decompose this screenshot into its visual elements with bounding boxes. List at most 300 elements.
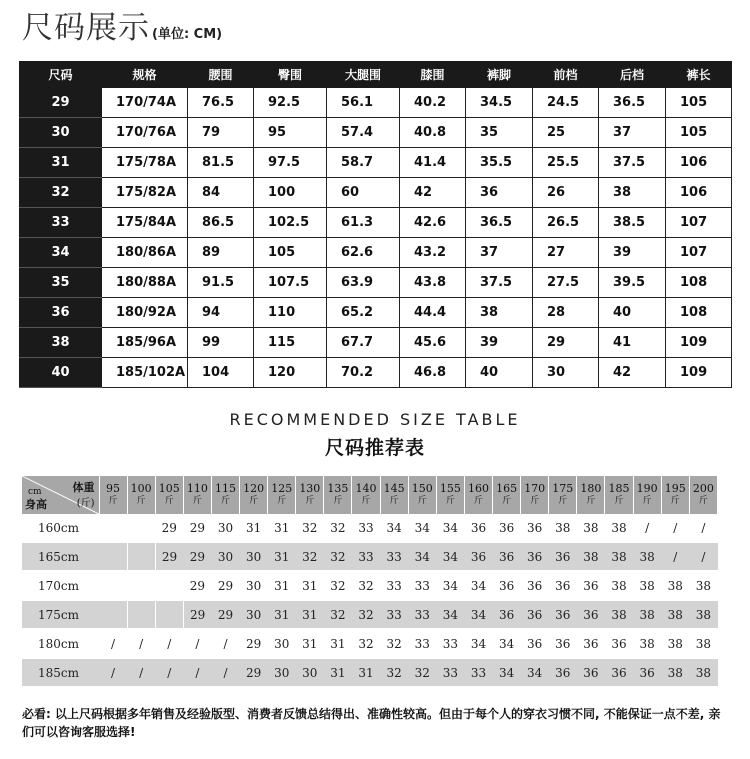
- table-cell: 40.2: [400, 88, 466, 118]
- table-cell: 32: [330, 578, 346, 593]
- table-corner-cell: [22, 476, 99, 514]
- table-row: [22, 629, 718, 658]
- size-spec-header-cell: 臀围: [254, 62, 327, 88]
- weight-header-cell: [689, 476, 717, 514]
- table-row: [22, 600, 718, 629]
- weight-value: 120: [243, 482, 265, 495]
- table-cell: [127, 571, 155, 600]
- table-cell: [99, 514, 127, 542]
- weight-value: 180: [580, 482, 602, 495]
- table-cell: [127, 514, 155, 542]
- table-cell: 99: [188, 328, 254, 358]
- table-cell: 32: [352, 600, 380, 629]
- weight-value: 115: [214, 482, 236, 495]
- table-cell: 37.5: [466, 268, 533, 298]
- weight-unit: 斤: [473, 496, 483, 506]
- table-cell: /: [211, 658, 239, 687]
- table-cell: 31: [324, 658, 352, 687]
- table-cell: 30: [268, 658, 296, 687]
- height-label-cell: 175cm: [22, 600, 99, 629]
- table-cell: 105: [666, 88, 732, 118]
- size-label-cell: 32: [20, 178, 102, 208]
- table-cell: 36.5: [466, 208, 533, 238]
- weight-unit: 斤: [530, 496, 540, 506]
- weight-unit: 斤: [249, 496, 259, 506]
- table-cell: 185/96A: [102, 328, 188, 358]
- table-cell: 40: [599, 298, 666, 328]
- table-cell: 33: [414, 578, 430, 593]
- table-cell: 31: [274, 578, 290, 593]
- weight-header-cell: [605, 476, 633, 514]
- table-cell: 109: [666, 328, 732, 358]
- table-cell: 33: [380, 600, 408, 629]
- table-cell: 32: [324, 600, 352, 629]
- table-cell: 102.5: [254, 208, 327, 238]
- table-cell: 89: [188, 238, 254, 268]
- table-cell: 34: [493, 658, 521, 687]
- table-cell: 175/82A: [102, 178, 188, 208]
- weight-header-cell: [127, 476, 155, 514]
- table-cell: 79: [188, 118, 254, 148]
- table-cell: 32: [330, 520, 346, 535]
- table-cell: 91.5: [188, 268, 254, 298]
- table-cell: 34: [436, 542, 464, 571]
- table-cell: 27.5: [533, 268, 599, 298]
- corner-weight: 体重: [72, 481, 95, 494]
- table-cell: [127, 600, 155, 629]
- table-cell: /: [183, 658, 211, 687]
- weight-unit: 斤: [220, 496, 230, 506]
- size-spec-header-cell: 腰围: [188, 62, 254, 88]
- height-label-cell: 170cm: [38, 578, 80, 593]
- table-cell: 110: [254, 298, 327, 328]
- corner-height: 身高: [25, 498, 47, 511]
- table-cell: 33: [442, 636, 458, 651]
- table-cell: /: [111, 636, 116, 651]
- weight-unit: 斤: [361, 496, 371, 506]
- table-cell: 36: [577, 658, 605, 687]
- table-cell: 36: [549, 542, 577, 571]
- table-cell: 38: [577, 542, 605, 571]
- weight-value: 140: [355, 482, 377, 495]
- table-cell: 32: [302, 520, 318, 535]
- table-row: [20, 208, 732, 238]
- table-row: [20, 268, 732, 298]
- table-cell: 30: [274, 636, 290, 651]
- weight-header-cell: [408, 476, 436, 514]
- weight-header-cell: [352, 476, 380, 514]
- weight-header-cell: [211, 476, 239, 514]
- table-cell: 36: [527, 520, 543, 535]
- table-cell: 37: [599, 118, 666, 148]
- weight-value: 200: [692, 482, 714, 495]
- table-cell: 108: [666, 298, 732, 328]
- weight-value: 190: [636, 482, 658, 495]
- size-label-cell: 35: [20, 268, 102, 298]
- size-spec-header-cell: 后档: [599, 62, 666, 88]
- weight-header-cell: [155, 476, 183, 514]
- table-cell: 38: [633, 600, 661, 629]
- table-cell: 38: [661, 658, 689, 687]
- table-cell: /: [673, 520, 678, 535]
- table-cell: 34: [386, 520, 402, 535]
- table-cell: 104: [188, 358, 254, 388]
- title-unit: (单位: CM): [152, 27, 223, 42]
- height-label-cell: 185cm: [22, 658, 99, 687]
- table-cell: 34.5: [466, 88, 533, 118]
- table-cell: 94: [188, 298, 254, 328]
- table-cell: 33: [436, 658, 464, 687]
- table-cell: 37: [466, 238, 533, 268]
- table-cell: 30: [240, 600, 268, 629]
- table-cell: 41: [599, 328, 666, 358]
- table-cell: 97.5: [254, 148, 327, 178]
- size-spec-header-cell: 裤长: [666, 62, 732, 88]
- size-label-cell: 30: [20, 118, 102, 148]
- table-cell: 38: [639, 578, 655, 593]
- table-cell: 26: [533, 178, 599, 208]
- table-cell: 95: [254, 118, 327, 148]
- size-spec-header-cell: 尺码: [20, 62, 102, 88]
- table-cell: 40.8: [400, 118, 466, 148]
- table-cell: 38: [605, 542, 633, 571]
- table-cell: 36: [521, 600, 549, 629]
- weight-unit: 斤: [445, 496, 455, 506]
- table-cell: 38: [611, 520, 627, 535]
- corner-jin: (斤): [76, 498, 95, 509]
- table-cell: 30: [533, 358, 599, 388]
- table-cell: 36: [605, 658, 633, 687]
- weight-unit: 斤: [417, 496, 427, 506]
- table-cell: 46.8: [400, 358, 466, 388]
- table-cell: 39.5: [599, 268, 666, 298]
- table-cell: 34: [470, 636, 487, 651]
- table-cell: 31: [352, 658, 380, 687]
- table-row: [20, 88, 732, 118]
- weight-value: 160: [467, 482, 489, 495]
- table-cell: 38.5: [599, 208, 666, 238]
- table-cell: 38: [695, 636, 712, 651]
- table-cell: 38: [667, 578, 683, 593]
- table-cell: 33: [414, 636, 430, 651]
- table-cell: 29: [240, 658, 268, 687]
- weight-unit: 斤: [333, 496, 343, 506]
- table-cell: 107: [666, 238, 732, 268]
- table-cell: 30: [245, 578, 262, 593]
- table-cell: 31: [268, 542, 296, 571]
- table-cell: 36: [521, 542, 549, 571]
- table-cell: 34: [498, 636, 515, 651]
- table-cell: 41.4: [400, 148, 466, 178]
- table-row: [20, 328, 732, 358]
- table-cell: 32: [386, 636, 402, 651]
- table-cell: 30: [296, 658, 324, 687]
- weight-value: 145: [383, 482, 405, 495]
- weight-unit: 斤: [670, 496, 680, 506]
- size-spec-header-cell: 裤脚: [466, 62, 533, 88]
- weight-header-cell: [633, 476, 661, 514]
- table-row: [22, 658, 718, 687]
- table-cell: 32: [380, 658, 408, 687]
- table-cell: 106: [666, 178, 732, 208]
- table-cell: [99, 600, 127, 629]
- table-cell: 175/84A: [102, 208, 188, 238]
- table-cell: 38: [639, 636, 655, 651]
- table-cell: 38: [661, 600, 689, 629]
- table-cell: 36: [549, 658, 577, 687]
- table-cell: 42: [599, 358, 666, 388]
- table-cell: 34: [436, 600, 464, 629]
- weight-header-cell: [99, 476, 127, 514]
- table-cell: 24.5: [533, 88, 599, 118]
- table-cell: /: [99, 658, 127, 687]
- table-cell: 38: [466, 298, 533, 328]
- table-cell: 36: [577, 600, 605, 629]
- weight-header-cell: [183, 476, 211, 514]
- table-cell: 120: [254, 358, 327, 388]
- size-label-cell: 31: [20, 148, 102, 178]
- table-cell: 29: [183, 542, 211, 571]
- table-row: [20, 238, 732, 268]
- table-cell: 43.2: [400, 238, 466, 268]
- table-cell: 29: [189, 578, 206, 593]
- weight-unit: 斤: [164, 496, 174, 506]
- table-cell: 30: [240, 542, 268, 571]
- table-cell: 29: [211, 600, 239, 629]
- height-label-cell: 180cm: [38, 636, 80, 651]
- table-cell: 63.9: [327, 268, 400, 298]
- page-title: [22, 2, 223, 46]
- table-cell: 38: [583, 520, 599, 535]
- table-row: [20, 298, 732, 328]
- table-cell: /: [155, 658, 183, 687]
- height-label-cell: 165cm: [22, 542, 99, 571]
- table-cell: 31: [302, 636, 318, 651]
- weight-header-row: [22, 476, 718, 514]
- table-cell: 45.6: [400, 328, 466, 358]
- table-cell: 32: [358, 636, 374, 651]
- table-cell: 34: [521, 658, 549, 687]
- table-cell: 39: [466, 328, 533, 358]
- table-cell: /: [167, 636, 172, 651]
- table-row: [20, 118, 732, 148]
- table-cell: 58.7: [327, 148, 400, 178]
- weight-value: 135: [327, 482, 349, 495]
- table-cell: 31: [302, 578, 318, 593]
- table-cell: /: [661, 542, 689, 571]
- table-cell: 44.4: [400, 298, 466, 328]
- table-cell: [99, 542, 127, 571]
- table-cell: 25: [533, 118, 599, 148]
- table-cell: 29: [217, 578, 234, 593]
- weight-unit: 斤: [108, 496, 118, 506]
- table-cell: 29: [245, 636, 262, 651]
- table-cell: 36: [633, 658, 661, 687]
- table-cell: 57.4: [327, 118, 400, 148]
- table-cell: 34: [442, 578, 458, 593]
- table-cell: [127, 542, 155, 571]
- table-cell: 38: [667, 636, 683, 651]
- weight-unit: 斤: [136, 496, 146, 506]
- weight-unit: 斤: [698, 496, 708, 506]
- table-cell: 60: [327, 178, 400, 208]
- table-cell: 36: [498, 578, 515, 593]
- table-cell: 170/76A: [102, 118, 188, 148]
- table-cell: 31: [268, 600, 296, 629]
- table-cell: 29: [161, 520, 177, 535]
- table-cell: 34: [470, 578, 487, 593]
- table-cell: 70.2: [327, 358, 400, 388]
- table-cell: 36: [583, 578, 599, 593]
- table-cell: 36: [493, 542, 521, 571]
- table-cell: 38: [611, 578, 627, 593]
- weight-value: 155: [439, 482, 461, 495]
- table-cell: 33: [380, 542, 408, 571]
- table-cell: 36: [555, 636, 571, 651]
- table-cell: [99, 571, 127, 600]
- table-cell: 29: [155, 542, 183, 571]
- table-cell: 35.5: [466, 148, 533, 178]
- table-cell: 31: [274, 520, 290, 535]
- table-cell: 32: [408, 658, 436, 687]
- table-cell: /: [689, 542, 717, 571]
- table-cell: 36: [555, 578, 571, 593]
- table-cell: /: [701, 520, 706, 535]
- table-cell: 30: [211, 542, 239, 571]
- table-cell: 33: [386, 578, 402, 593]
- table-cell: 29: [183, 600, 211, 629]
- table-cell: 105: [254, 238, 327, 268]
- table-cell: 180/86A: [102, 238, 188, 268]
- table-cell: 65.2: [327, 298, 400, 328]
- table-cell: 34: [408, 542, 436, 571]
- size-label-cell: 40: [20, 358, 102, 388]
- table-cell: 29: [189, 520, 206, 535]
- table-cell: 92.5: [254, 88, 327, 118]
- table-cell: 84: [188, 178, 254, 208]
- table-cell: 175/78A: [102, 148, 188, 178]
- table-cell: 107.5: [254, 268, 327, 298]
- table-cell: 109: [666, 358, 732, 388]
- table-cell: 39: [599, 238, 666, 268]
- table-cell: 38: [633, 542, 661, 571]
- weight-value: 100: [130, 482, 152, 495]
- table-cell: 36: [498, 520, 515, 535]
- size-label-cell: 38: [20, 328, 102, 358]
- size-label-cell: 29: [20, 88, 102, 118]
- table-row: [20, 148, 732, 178]
- table-cell: 36: [549, 600, 577, 629]
- weight-value: 175: [552, 482, 574, 495]
- table-cell: 36: [527, 636, 543, 651]
- table-cell: 38: [695, 578, 712, 593]
- weight-header-cell: [268, 476, 296, 514]
- table-cell: 36: [493, 600, 521, 629]
- table-cell: 38: [555, 520, 571, 535]
- recommended-heading-cn: 尺码推荐表: [324, 437, 425, 459]
- table-cell: /: [645, 520, 650, 535]
- weight-header-cell: [521, 476, 549, 514]
- table-cell: 56.1: [327, 88, 400, 118]
- weight-value: 165: [496, 482, 518, 495]
- table-cell: 32: [358, 578, 374, 593]
- weight-unit: 斤: [277, 496, 287, 506]
- title-main: 尺码展示: [22, 10, 150, 46]
- table-cell: 38: [689, 600, 717, 629]
- weight-header-cell: [380, 476, 408, 514]
- weight-header-cell: [436, 476, 464, 514]
- table-cell: 38: [605, 600, 633, 629]
- table-cell: 62.6: [327, 238, 400, 268]
- weight-unit: 斤: [614, 496, 624, 506]
- weight-header-cell: [324, 476, 352, 514]
- table-cell: 31: [330, 636, 346, 651]
- table-cell: 28: [533, 298, 599, 328]
- table-cell: 36: [527, 578, 543, 593]
- table-cell: 31: [245, 520, 262, 535]
- table-cell: [155, 600, 183, 629]
- weight-header-cell: [296, 476, 324, 514]
- table-cell: 180/92A: [102, 298, 188, 328]
- table-cell: 106: [666, 148, 732, 178]
- weight-unit: 斤: [305, 496, 315, 506]
- corner-cm: cm: [28, 487, 42, 497]
- table-cell: 38: [689, 658, 717, 687]
- table-cell: 34: [414, 520, 430, 535]
- table-cell: 67.7: [327, 328, 400, 358]
- table-cell: 33: [352, 542, 380, 571]
- table-row: [22, 571, 718, 600]
- table-cell: 61.3: [327, 208, 400, 238]
- table-cell: 35: [466, 118, 533, 148]
- table-cell: 36: [470, 520, 487, 535]
- table-cell: 40: [466, 358, 533, 388]
- weight-value: 170: [524, 482, 546, 495]
- weight-value: 150: [411, 482, 433, 495]
- size-label-cell: 33: [20, 208, 102, 238]
- table-cell: 36.5: [599, 88, 666, 118]
- size-spec-header-row: [20, 62, 732, 88]
- table-cell: 25.5: [533, 148, 599, 178]
- table-cell: 86.5: [188, 208, 254, 238]
- size-spec-header-cell: 前档: [533, 62, 599, 88]
- weight-header-cell: [493, 476, 521, 514]
- table-cell: 36: [611, 636, 627, 651]
- table-cell: 38: [599, 178, 666, 208]
- weight-value: 110: [186, 482, 208, 495]
- table-cell: 34: [442, 520, 458, 535]
- weight-value: 195: [664, 482, 686, 495]
- table-cell: 36: [466, 178, 533, 208]
- table-cell: 115: [254, 328, 327, 358]
- weight-value: 125: [271, 482, 293, 495]
- weight-value: 95: [106, 482, 121, 495]
- weight-unit: 斤: [192, 496, 202, 506]
- recommended-size-table: [22, 476, 718, 688]
- table-cell: 32: [324, 542, 352, 571]
- size-label-cell: 34: [20, 238, 102, 268]
- table-cell: 108: [666, 268, 732, 298]
- table-cell: /: [195, 636, 200, 651]
- table-cell: 42.6: [400, 208, 466, 238]
- table-cell: 30: [217, 520, 234, 535]
- table-cell: 31: [296, 600, 324, 629]
- table-cell: 33: [464, 658, 492, 687]
- size-label-cell: 36: [20, 298, 102, 328]
- table-cell: 42: [400, 178, 466, 208]
- height-label-cell: 160cm: [38, 520, 80, 535]
- table-cell: /: [223, 636, 228, 651]
